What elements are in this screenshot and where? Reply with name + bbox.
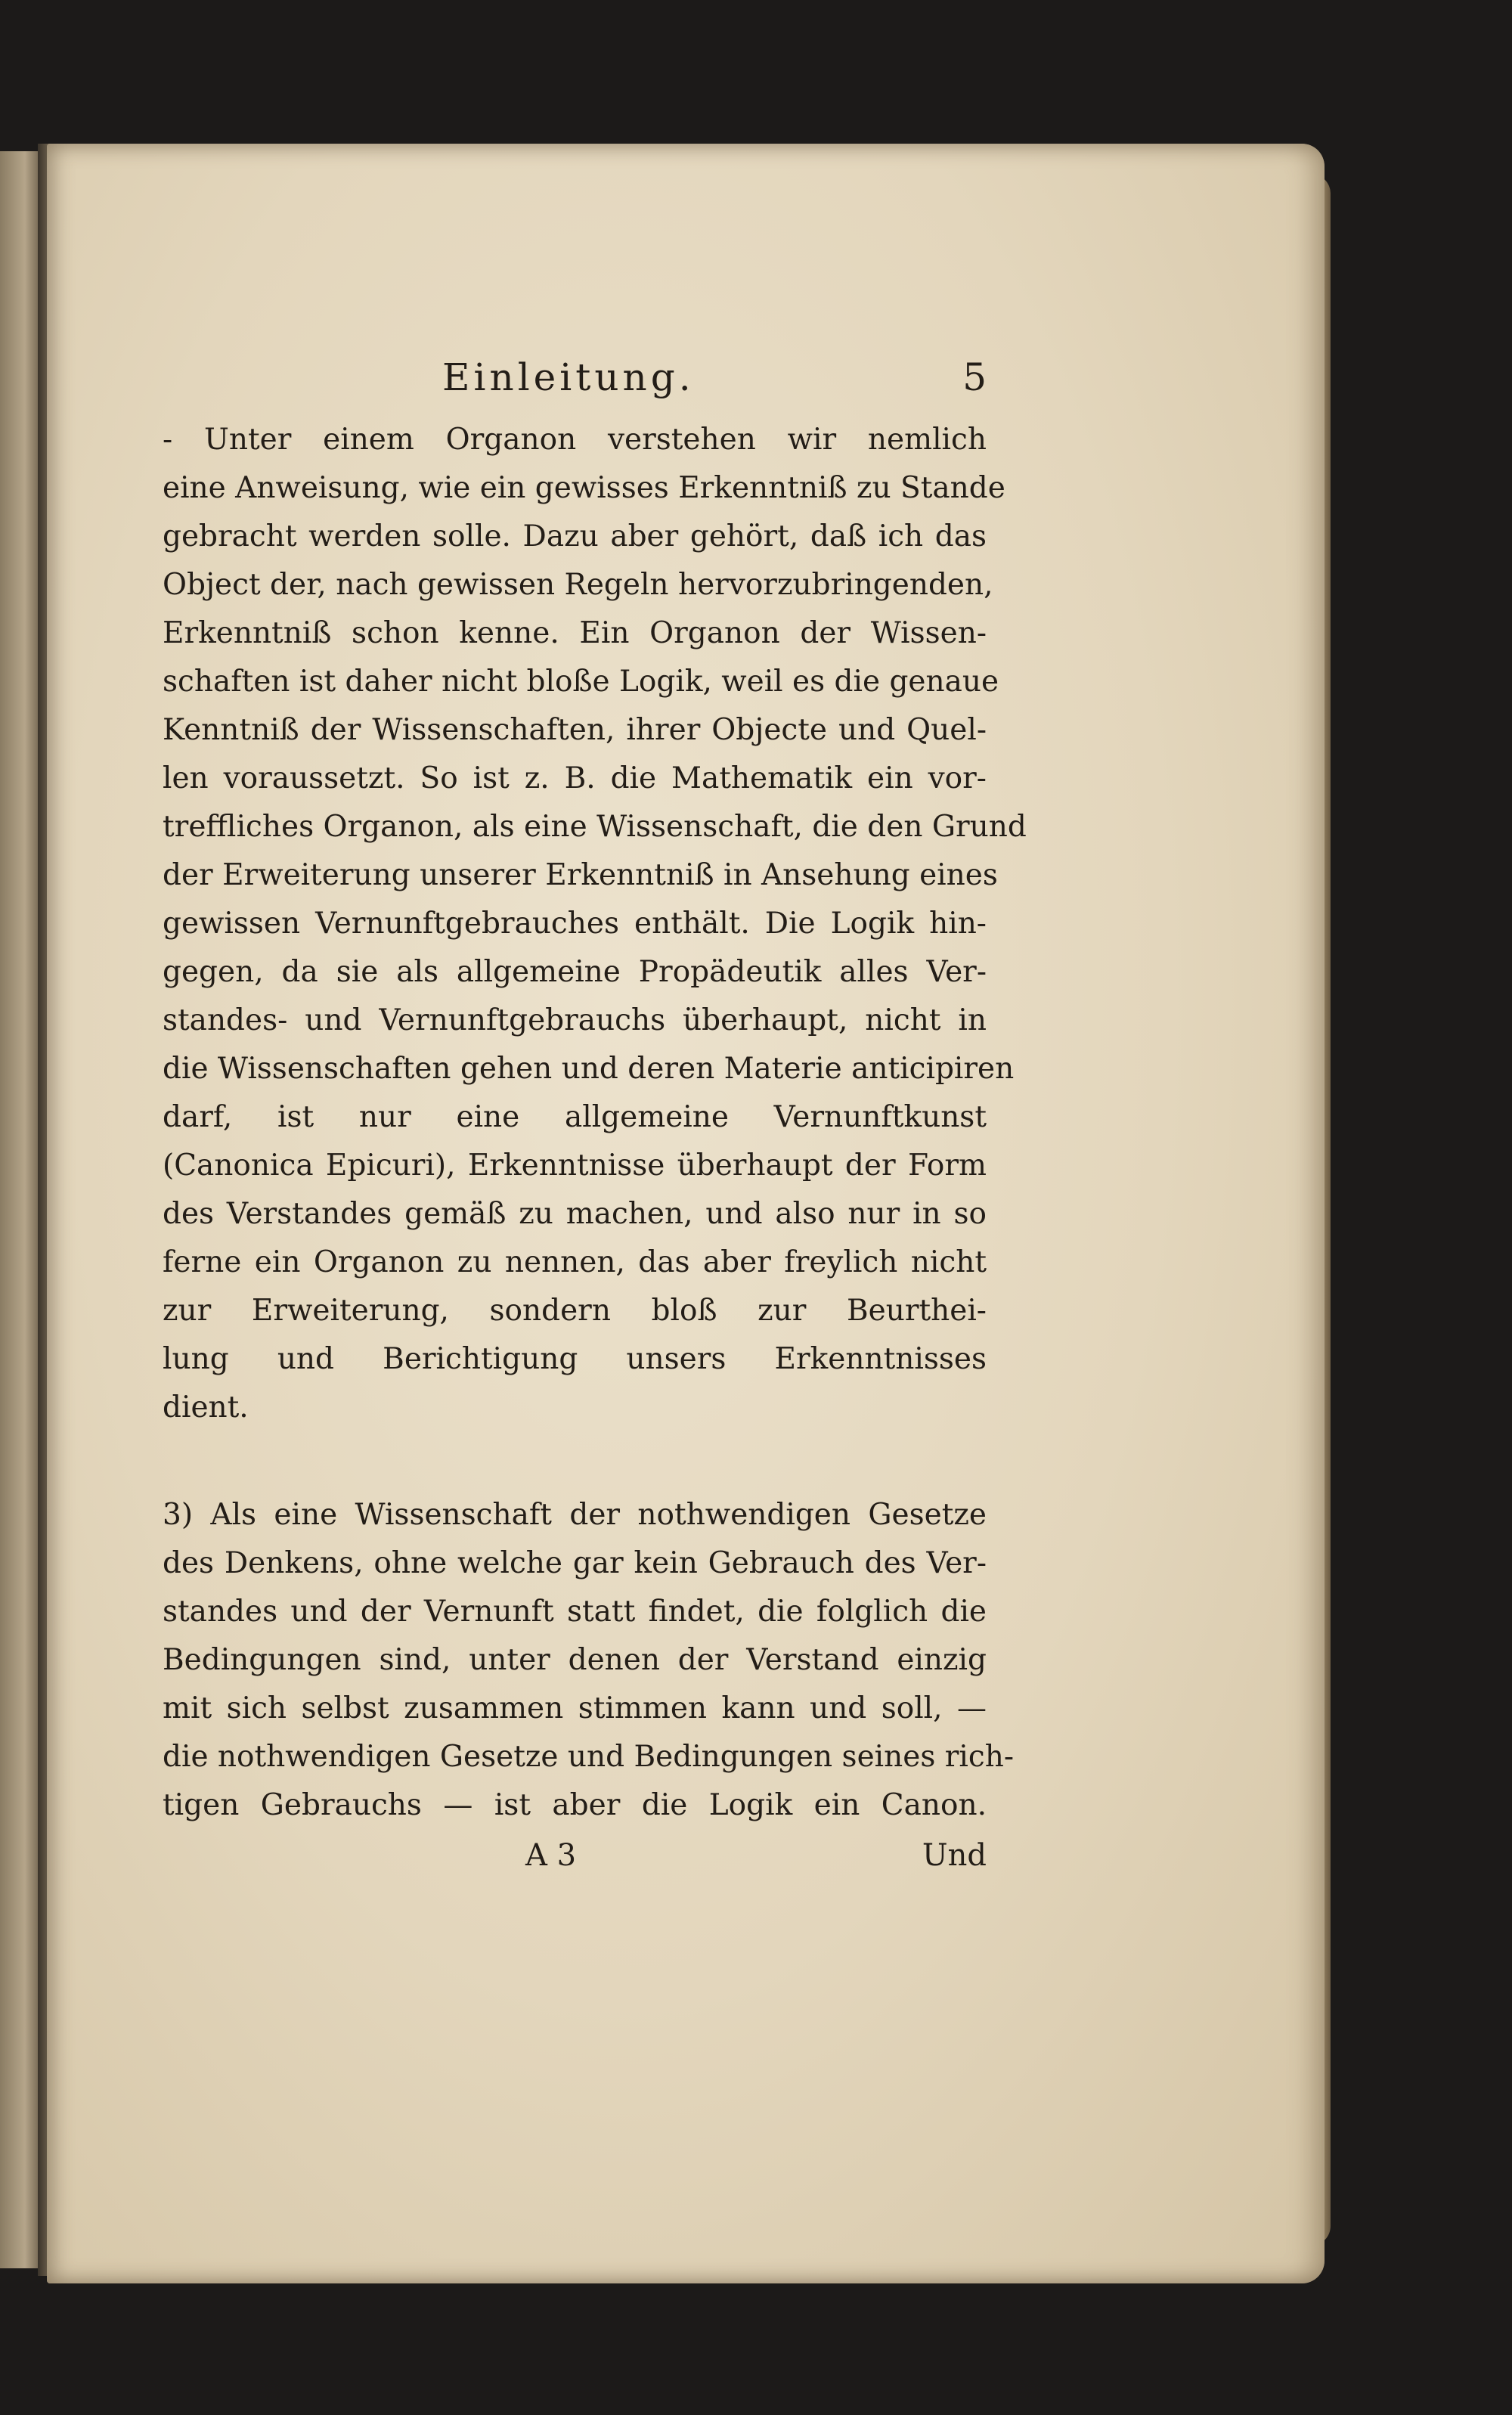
text-line: eine Anweisung, wie ein gewisses Erkenntniß zu Stande xyxy=(163,471,1005,505)
text-line: len voraussetzt. So ist z. B. die Mathematik ein vor- xyxy=(163,761,987,795)
text-line: mit sich selbst zusammen stimmen kann und soll, — xyxy=(163,1691,987,1725)
text-line: - Unter einem Organon verstehen wir nemlich xyxy=(163,423,987,457)
catchword: Und xyxy=(922,1838,987,1873)
text-line: standes- und Vernunftgebrauchs überhaupt, nicht in xyxy=(163,1003,987,1037)
text-line: zur Erweiterung, sondern bloß zur Beurthei- xyxy=(163,1294,987,1328)
text-line: Bedingungen sind, unter denen der Verstand einzig xyxy=(163,1643,987,1677)
text-line: Object der, nach gewissen Regeln hervorzubringenden, xyxy=(163,568,993,602)
paragraph-organon xyxy=(163,416,1027,1432)
text-line: treffliches Organon, als eine Wissenschaft, die den Grund xyxy=(163,810,1027,844)
page-footer xyxy=(163,1831,987,1884)
text-line: des Denkens, ohne welche gar kein Gebrauch des Ver- xyxy=(163,1546,987,1580)
page-text xyxy=(163,355,1027,1884)
text-line: lung und Berichtigung unsers Erkenntnisses xyxy=(163,1342,987,1376)
paragraph-canon xyxy=(163,1491,1014,1830)
text-line: des Verstandes gemäß zu machen, und also nur in so xyxy=(163,1197,987,1231)
left-page-edge xyxy=(0,151,42,2268)
paragraph-gap xyxy=(163,1432,987,1491)
text-line: 3) Als eine Wissenschaft der nothwendigen Gesetze xyxy=(163,1498,987,1532)
text-line: darf, ist nur eine allgemeine Vernunftkunst xyxy=(163,1100,987,1134)
signature-mark: A 3 xyxy=(525,1838,577,1873)
text-line: der Erweiterung unserer Erkenntniß in Ansehung eines xyxy=(163,858,998,892)
page-header xyxy=(163,355,987,416)
text-line: (Canonica Epicuri), Erkenntnisse überhaupt der Form xyxy=(163,1149,987,1183)
text-line: dient. xyxy=(163,1390,249,1425)
page-number: 5 xyxy=(962,355,987,399)
text-line: ferne ein Organon zu nennen, das aber freylich nicht xyxy=(163,1245,987,1279)
running-title: Einleitung. xyxy=(442,355,695,399)
text-line: schaften ist daher nicht bloße Logik, weil es die genaue xyxy=(163,665,999,699)
text-line: die nothwendigen Gesetze und Bedingungen seines rich- xyxy=(163,1740,1014,1774)
text-line: die Wissenschaften gehen und deren Materie anticipiren xyxy=(163,1052,1015,1086)
text-line: Erkenntniß schon kenne. Ein Organon der Wissen- xyxy=(163,616,987,650)
text-line: standes und der Vernunft statt findet, die folglich die xyxy=(163,1595,987,1629)
text-line: Kenntniß der Wissenschaften, ihrer Objecte und Quel- xyxy=(163,713,987,747)
text-line: gegen, da sie als allgemeine Propädeutik alles Ver- xyxy=(163,955,987,989)
text-line: gewissen Vernunftgebrauches enthält. Die Logik hin- xyxy=(163,907,987,941)
text-line: gebracht werden solle. Dazu aber gehört, daß ich das xyxy=(163,519,987,553)
text-line: tigen Gebrauchs — ist aber die Logik ein Canon. xyxy=(163,1788,987,1822)
